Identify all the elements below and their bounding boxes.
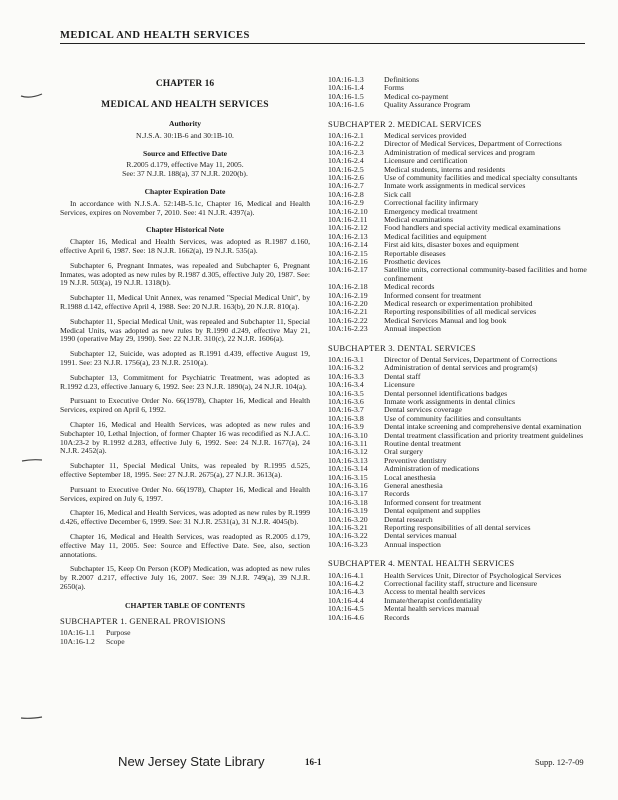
section-code: 10A:16-4.4 — [328, 595, 364, 605]
section-code: 10A:16-2.9 — [328, 198, 364, 208]
source-text-1: R.2005 d.179, effective May 11, 2005. — [126, 160, 244, 170]
section-title: Medical facilities and equipment — [384, 231, 487, 241]
section-code: 10A:16-3.16 — [328, 481, 368, 491]
history-notes — [60, 238, 310, 592]
section-title: Dental staff — [384, 371, 421, 381]
section-title: Medical research or experimentation prohibited — [384, 299, 533, 309]
margin-mark-icon — [20, 455, 44, 465]
history-paragraph: Subchapter 12, Suicide, was adopted as R.1991 d.439, effective August 19, 1991. See: 23 N.J.R. 1756(a), 23 N.J.R. 2510(a). — [60, 349, 310, 367]
section-code: 10A:16-3.6 — [328, 396, 364, 406]
section-code: 10A:16-2.7 — [328, 181, 364, 191]
margin-mark-icon — [20, 90, 44, 100]
section-code: 10A:16-2.23 — [328, 324, 368, 334]
section-code: 10A:16-2.2 — [328, 139, 364, 149]
source-text-2: See: 37 N.J.R. 188(a), 37 N.J.R. 2020(b). — [122, 169, 248, 179]
history-paragraph: Chapter 16, Medical and Health Services, was adopted as R.1987 d.160, effective April 6, 1987. See: 18 N.J.R. 1662(a), 19 N.J.R. 535(a). — [60, 237, 310, 255]
section-title: Definitions — [384, 75, 420, 84]
section-code: 10A:16-1.4 — [328, 83, 364, 93]
section-title: Use of community facilities and medical specialty consultants — [384, 172, 578, 182]
section-title: Correctional facility staff, structure and licensure — [384, 578, 538, 588]
running-header: MEDICAL AND HEALTH SERVICES — [60, 30, 585, 44]
section-title: Quality Assurance Program — [384, 100, 471, 110]
subchapter-2-toc — [328, 132, 590, 334]
authority-heading: Authority — [168, 119, 202, 129]
section-code: 10A:16-3.9 — [328, 422, 364, 432]
subchapter-1-toc-continued — [328, 76, 590, 110]
section-title: Satellite units, correctional community-based facilities and home confinement — [384, 265, 587, 283]
section-code: 10A:16-3.14 — [328, 464, 368, 474]
section-title: Routine dental treatment — [384, 439, 462, 448]
section-title: Medical co-payment — [384, 91, 449, 101]
section-code: 10A:16-1.2 — [60, 637, 95, 647]
section-code: 10A:16-4.1 — [328, 570, 364, 580]
section-title: First aid kits, disaster boxes and equipment — [384, 240, 519, 250]
section-title: Prosthetic devices — [384, 257, 441, 266]
authority-text: N.J.S.A. 30:1B-6 and 30:1B-10. — [136, 130, 234, 140]
section-title: Dental intake screening and comprehensive dental examination — [384, 422, 582, 432]
history-paragraph: Subchapter 11, Medical Unit Annex, was renamed "Special Medical Unit", by R.1988 d.142, effective April 4, 1988. See: 20 N.J.R. 163(b), 20 N.J.R. 810(a). — [60, 293, 310, 311]
left-column — [60, 76, 310, 647]
section-title: Mental health services manual — [384, 604, 480, 614]
toc-title: CHAPTER TABLE OF CONTENTS — [125, 600, 245, 610]
toc-row — [328, 101, 590, 109]
toc-row — [328, 364, 590, 372]
section-code: 10A:16-2.1 — [328, 130, 364, 140]
history-paragraph: Subchapter 15, Keep On Person (KOP) Medication, was adopted as new rules by R.2007 d.217, effective July 16, 2007. See: 39 N.J.R. 749(a), 39 N.J.R. 2650(a). — [60, 564, 310, 591]
section-code: 10A:16-3.11 — [328, 439, 368, 448]
section-title: Reporting responsibilities of all medical services — [384, 307, 537, 317]
section-title: Annual inspection — [384, 539, 441, 549]
section-code: 10A:16-2.6 — [328, 172, 364, 182]
toc-row — [328, 605, 590, 613]
section-code: 10A:16-2.8 — [328, 189, 364, 199]
section-title: Forms — [384, 83, 404, 93]
section-title: Medical records — [384, 282, 435, 292]
section-title: Health Services Unit, Director of Psychological Services — [384, 570, 562, 580]
section-code: 10A:16-2.21 — [328, 307, 368, 317]
section-title: Medical Services Manual and log book — [384, 315, 507, 325]
section-code: 10A:16-1.1 — [60, 628, 95, 638]
chapter-number: CHAPTER 16 — [155, 79, 215, 89]
section-title: Reportable diseases — [384, 248, 446, 258]
section-code: 10A:16-3.18 — [328, 497, 368, 507]
subchapter-1-toc — [60, 629, 310, 647]
history-paragraph: Chapter 16, Medical and Health Services, was adopted as new rules by R.1999 d.426, effective December 6, 1999. See: 31 N.J.R. 2531(a), 31 N.J.R. 4045(b). — [60, 508, 310, 527]
history-paragraph: Subchapter 11, Special Medical Units, was repealed by R.1995 d.525, effective September 18, 1995. See: 27 N.J.R. 2675(a), 27 N.J.R. 3613(a). — [60, 461, 310, 479]
section-code: 10A:16-3.5 — [328, 388, 364, 398]
section-code: 10A:16-2.12 — [328, 223, 368, 233]
section-code: 10A:16-3.23 — [328, 539, 368, 549]
section-code: 10A:16-4.2 — [328, 578, 364, 588]
section-code: 10A:16-2.18 — [328, 282, 368, 292]
subchapter-4-toc — [328, 572, 590, 622]
library-watermark: New Jersey State Library — [118, 755, 265, 769]
section-code: 10A:16-2.15 — [328, 248, 368, 258]
section-code: 10A:16-3.3 — [328, 371, 364, 381]
section-code: 10A:16-4.3 — [328, 587, 364, 597]
section-code: 10A:16-2.3 — [328, 147, 364, 157]
chapter-title: MEDICAL AND HEALTH SERVICES — [101, 100, 269, 111]
toc-row — [328, 208, 590, 216]
history-paragraph: Pursuant to Executive Order No. 66(1978), Chapter 16, Medical and Health Services, expired on April 6, 1992. — [60, 396, 310, 415]
section-code: 10A:16-2.14 — [328, 240, 368, 250]
section-code: 10A:16-3.7 — [328, 405, 364, 415]
section-title: Inmate work assignments in medical services — [384, 181, 526, 191]
section-code: 10A:16-3.2 — [328, 363, 364, 373]
section-title: Licensure — [384, 380, 415, 390]
section-title: Dental treatment classification and priority treatment guidelines — [384, 430, 584, 440]
toc-row — [328, 182, 590, 190]
subchapter-4-heading: SUBCHAPTER 4. MENTAL HEALTH SERVICES — [328, 558, 515, 569]
toc-row — [328, 266, 590, 283]
history-paragraph: Chapter 16, Medical and Health Services, was adopted as new rules and Subchapter 10, Lethal Injection, of former Chapter 16 was recodified as N.J.A.C. 10A:23-2 by R.1992 d.283, effective July 6, 1992. See: 24 N.J.R. 1677(a), 24 N.J.R. 2452(a). — [60, 419, 310, 456]
section-title: Licensure and certification — [384, 156, 468, 166]
history-heading: Chapter Historical Note — [146, 225, 224, 235]
section-code: 10A:16-3.13 — [328, 455, 368, 465]
section-code: 10A:16-2.10 — [328, 206, 368, 216]
margin-mark-icon — [20, 712, 44, 722]
section-title: Preventive dentistry — [384, 455, 447, 465]
section-title: Administration of dental services and program(s) — [384, 363, 538, 373]
page-number: 16-1 — [305, 757, 322, 767]
section-title: Medical services provided — [384, 130, 467, 140]
section-title: Access to mental health services — [384, 587, 486, 597]
section-code: 10A:16-2.5 — [328, 164, 364, 174]
section-title: Informed consent for treatment — [384, 497, 482, 507]
section-code: 10A:16-3.21 — [328, 523, 368, 533]
section-code: 10A:16-3.15 — [328, 472, 368, 482]
history-paragraph: Chapter 16, Medical and Health Services, was readopted as R.2005 d.179, effective May 11, 2005. See: Source and Effective Date. See, also, section annotations. — [60, 531, 310, 559]
section-code: 10A:16-3.4 — [328, 380, 364, 390]
section-title: Dental equipment and supplies — [384, 506, 481, 516]
source-heading: Source and Effective Date — [142, 148, 227, 158]
section-code: 10A:16-3.20 — [328, 514, 368, 524]
section-code: 10A:16-2.16 — [328, 257, 368, 266]
toc-row — [328, 373, 590, 381]
section-title: Food handlers and special activity medical examinations — [384, 223, 561, 233]
section-title: Inmate/therapist confidentiality — [384, 595, 483, 605]
toc-row — [328, 614, 590, 622]
toc-row — [328, 541, 590, 549]
section-title: Scope — [106, 637, 125, 647]
section-code: 10A:16-2.22 — [328, 315, 368, 325]
section-title: Director of Dental Services, Department of Corrections — [384, 354, 557, 364]
section-code: 10A:16-3.10 — [328, 430, 368, 440]
section-title: Annual inspection — [384, 324, 441, 334]
section-title: Reporting responsibilities of all dental services — [384, 523, 531, 533]
section-title: Dental services manual — [384, 531, 457, 541]
section-title: Emergency medical treatment — [384, 206, 478, 216]
section-title: General anesthesia — [384, 481, 443, 491]
section-code: 10A:16-2.19 — [328, 290, 368, 300]
section-code: 10A:16-2.4 — [328, 156, 364, 166]
toc-row — [60, 629, 310, 638]
section-title: Administration of medical services and program — [384, 147, 535, 157]
subchapter-2-heading: SUBCHAPTER 2. MEDICAL SERVICES — [328, 118, 482, 129]
section-title: Informed consent for treatment — [384, 290, 482, 300]
section-title: Dental research — [384, 514, 433, 524]
section-title: Records — [384, 612, 410, 622]
section-title: Use of community facilities and consultants — [384, 413, 522, 423]
toc-row — [328, 325, 590, 333]
right-column — [328, 76, 590, 622]
section-title: Medical examinations — [384, 214, 454, 224]
section-title: Director of Medical Services, Department of Corrections — [384, 139, 562, 149]
section-title: Local anesthesia — [384, 472, 436, 482]
history-paragraph: Subchapter 13, Commitment for Psychiatric Treatment, was adopted as R.1992 d.23, effective January 6, 1992. See: 23 N.J.R. 1890(a), 24 N.J.R. 104(a). — [60, 372, 310, 391]
section-code: 10A:16-1.6 — [328, 100, 364, 110]
section-code: 10A:16-3.1 — [328, 354, 364, 364]
section-code: 10A:16-3.22 — [328, 531, 368, 541]
toc-row — [328, 84, 590, 92]
section-title: Inmate work assignments in dental clinics — [384, 396, 516, 406]
section-code: 10A:16-2.20 — [328, 299, 368, 309]
subchapter-3-toc — [328, 356, 590, 549]
section-code: 10A:16-2.11 — [328, 214, 368, 224]
subchapter-1-heading: SUBCHAPTER 1. GENERAL PROVISIONS — [60, 615, 226, 626]
section-code: 10A:16-4.6 — [328, 612, 364, 622]
history-paragraph: Pursuant to Executive Order No. 66(1978), Chapter 16, Medical and Health Services, expired on July 6, 1997. — [60, 484, 310, 503]
section-code: 10A:16-3.8 — [328, 413, 364, 423]
section-title: Sick call — [384, 189, 412, 199]
expiration-heading: Chapter Expiration Date — [144, 187, 226, 197]
section-title: Correctional facility infirmary — [384, 198, 479, 208]
section-title: Dental services coverage — [384, 405, 462, 415]
section-code: 10A:16-1.5 — [328, 91, 364, 101]
history-paragraph: Subchapter 11, Special Medical Unit, was repealed and Subchapter 11, Special Medical Units, was adopted as new rules by R.1990 d.249, effective May 21, 1990 (operative May 29, 1990). See: 22 N.J.R. 310(c), 22 N.J.R. 1606(a). — [60, 316, 310, 344]
section-title: Dental personnel identifications badges — [384, 388, 508, 398]
subchapter-3-heading: SUBCHAPTER 3. DENTAL SERVICES — [328, 342, 476, 353]
section-code: 10A:16-2.17 — [328, 265, 368, 275]
section-code: 10A:16-1.3 — [328, 75, 364, 84]
section-title: Oral surgery — [384, 447, 424, 457]
expiration-text: In accordance with N.J.S.A. 52:14B-5.1c, Chapter 16, Medical and Health Services, expires on November 7, 2010. See: 41 N.J.R. 4397(a). — [60, 198, 310, 217]
section-code: 10A:16-3.19 — [328, 506, 368, 516]
page-footer — [0, 755, 618, 775]
section-code: 10A:16-3.17 — [328, 489, 368, 499]
supplement-date: Supp. 12-7-09 — [535, 757, 584, 767]
section-title: Administration of medications — [384, 464, 480, 474]
section-title: Medical students, interns and residents — [384, 164, 506, 174]
toc-row — [60, 638, 310, 647]
section-title: Records — [384, 489, 410, 499]
history-paragraph: Subchapter 6, Pregnant Inmates, was repealed and Subchapter 6, Pregnant Inmates, was adopted as new rules by R.1987 d.305, effective July 20, 1987. See: 19 N.J.R. 503(a), 19 N.J.R. 1318(b). — [60, 260, 310, 288]
section-code: 10A:16-3.12 — [328, 447, 368, 457]
section-code: 10A:16-2.13 — [328, 231, 368, 241]
section-code: 10A:16-4.5 — [328, 604, 364, 614]
section-title: Purpose — [106, 628, 131, 638]
toc-row — [328, 76, 590, 84]
